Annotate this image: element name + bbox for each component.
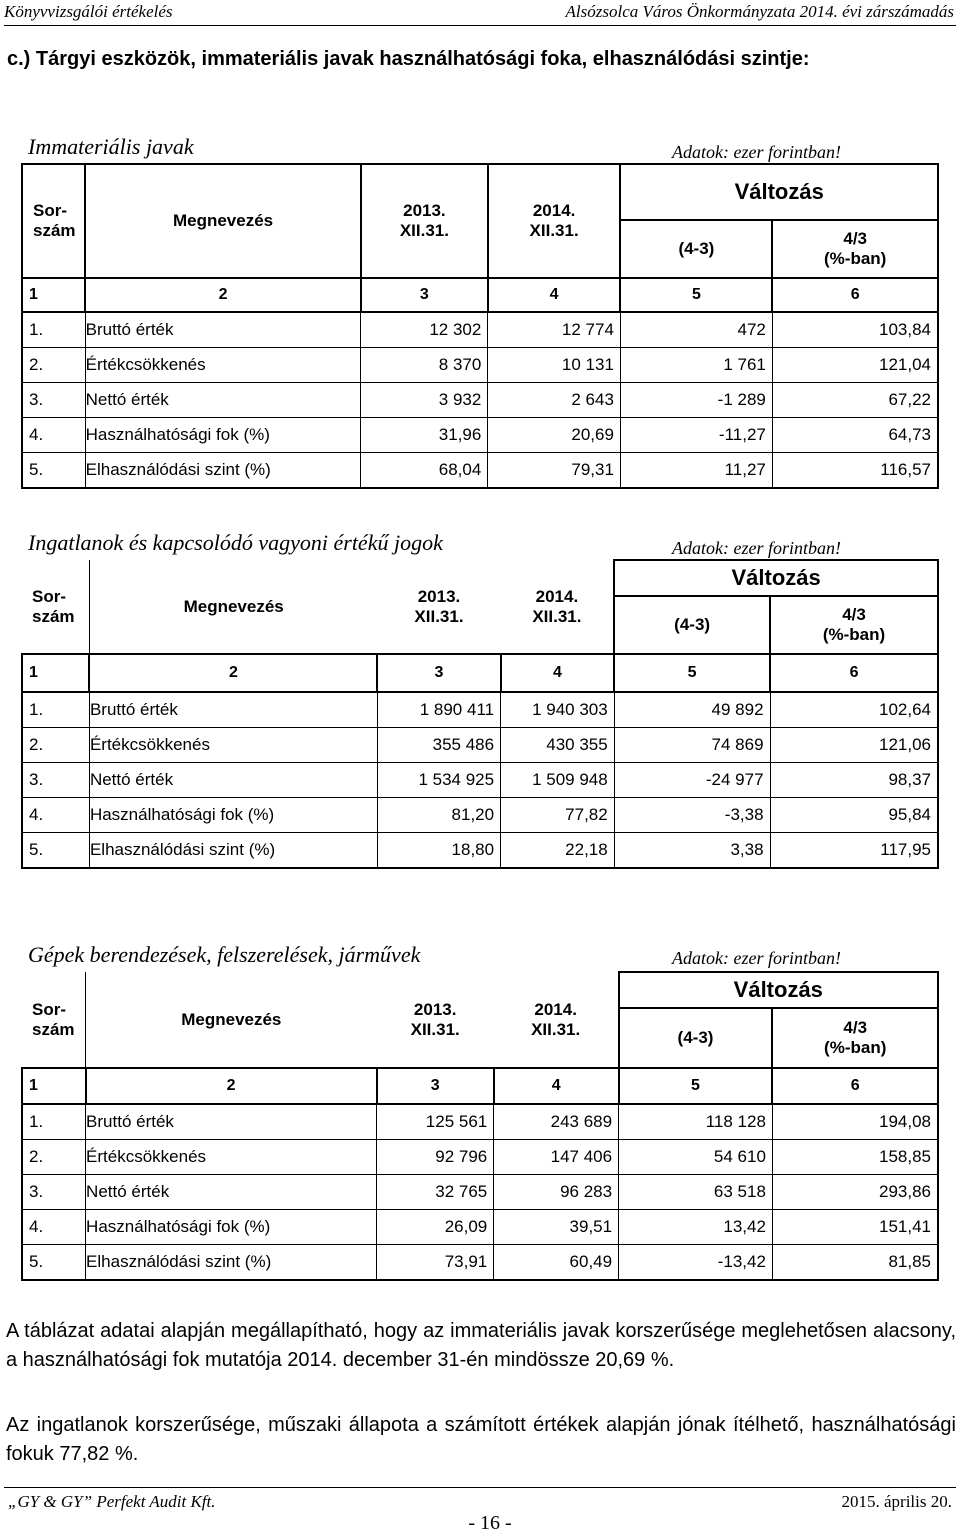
header-2014: 2014. XII.31. xyxy=(488,164,621,278)
row-value-pct: 293,86 xyxy=(772,1175,938,1210)
row-value-2014: 20,69 xyxy=(488,418,621,453)
header-2014: 2014. XII.31. xyxy=(532,586,582,626)
row-name: Nettó érték xyxy=(89,763,377,798)
col-num-1: 1 xyxy=(22,654,89,692)
col-num-5: 5 xyxy=(614,654,770,692)
row-value-2013: 18,80 xyxy=(377,833,500,869)
row-value-2013: 3 932 xyxy=(361,383,488,418)
footer-date: 2015. április 20. xyxy=(841,1492,952,1511)
row-number: 3. xyxy=(22,763,89,798)
row-name: Elhasználódási szint (%) xyxy=(89,833,377,869)
row-value-2014: 430 355 xyxy=(501,728,615,763)
header-valtozas: Változás xyxy=(619,972,938,1008)
col-num-2: 2 xyxy=(86,1068,377,1104)
table-row xyxy=(22,1104,938,1140)
row-name: Nettó érték xyxy=(85,383,361,418)
header-valtozas: Változás xyxy=(620,164,938,220)
col-num-4: 4 xyxy=(494,1068,619,1104)
row-value-pct: 151,41 xyxy=(772,1210,938,1245)
header-sorszam: Sor- szám xyxy=(22,560,89,654)
row-number: 4. xyxy=(22,798,89,833)
row-number: 3. xyxy=(22,383,85,418)
row-name: Használhatósági fok (%) xyxy=(89,798,377,833)
table-row xyxy=(22,348,938,383)
table-real-estate xyxy=(21,559,939,869)
row-name: Használhatósági fok (%) xyxy=(85,418,361,453)
row-number: 1. xyxy=(22,1104,86,1140)
row-number: 3. xyxy=(22,1175,86,1210)
table-machinery xyxy=(21,971,939,1281)
table-body xyxy=(22,692,938,868)
row-name: Elhasználódási szint (%) xyxy=(85,453,361,489)
header-pct: 4/3 (%-ban) xyxy=(770,596,938,654)
table-1-title: Immateriális javak xyxy=(28,134,194,159)
col-num-6: 6 xyxy=(772,1068,938,1104)
row-value-diff: 54 610 xyxy=(619,1140,773,1175)
table-immaterial xyxy=(21,163,939,489)
row-name: Értékcsökkenés xyxy=(86,1140,377,1175)
col-num-5: 5 xyxy=(619,1068,773,1104)
col-num-2: 2 xyxy=(89,654,377,692)
row-value-2014: 12 774 xyxy=(488,312,621,348)
row-value-2014: 1 509 948 xyxy=(501,763,615,798)
table-row xyxy=(22,453,938,489)
header-2013: 2013. XII.31. xyxy=(361,164,488,278)
header-divider xyxy=(4,25,956,26)
row-value-2013: 12 302 xyxy=(361,312,488,348)
header-valtozas: Változás xyxy=(614,560,938,596)
row-value-2013: 355 486 xyxy=(377,728,500,763)
header-megnevezes: Megnevezés xyxy=(181,1009,282,1029)
row-number: 1. xyxy=(22,692,89,728)
row-value-2013: 1 890 411 xyxy=(377,692,500,728)
row-name: Nettó érték xyxy=(86,1175,377,1210)
col-num-5: 5 xyxy=(620,278,772,312)
row-value-2014: 39,51 xyxy=(494,1210,619,1245)
page-header xyxy=(4,2,954,24)
row-value-diff: -11,27 xyxy=(620,418,772,453)
col-num-3: 3 xyxy=(377,1068,494,1104)
col-num-6: 6 xyxy=(772,278,938,312)
col-num-6: 6 xyxy=(770,654,938,692)
row-value-2013: 32 765 xyxy=(377,1175,494,1210)
row-number: 4. xyxy=(22,1210,86,1245)
table-row xyxy=(22,312,938,348)
header-pct: 4/3 (%-ban) xyxy=(772,220,938,278)
row-value-pct: 121,04 xyxy=(772,348,938,383)
row-value-diff: 74 869 xyxy=(614,728,770,763)
header-right: Alsózsolca Város Önkormányzata 2014. évi zárszámadás xyxy=(565,2,954,21)
row-value-diff: -1 289 xyxy=(620,383,772,418)
row-number: 5. xyxy=(22,1245,86,1281)
row-value-2013: 73,91 xyxy=(377,1245,494,1281)
col-num-4: 4 xyxy=(501,654,615,692)
table-row xyxy=(22,692,938,728)
row-value-pct: 116,57 xyxy=(772,453,938,489)
row-name: Bruttó érték xyxy=(86,1104,377,1140)
row-value-pct: 64,73 xyxy=(772,418,938,453)
header-2013: 2013. XII.31. xyxy=(414,586,464,626)
table-row xyxy=(22,763,938,798)
row-value-2013: 26,09 xyxy=(377,1210,494,1245)
row-value-2013: 81,20 xyxy=(377,798,500,833)
row-name: Bruttó érték xyxy=(85,312,361,348)
table-row xyxy=(22,1210,938,1245)
col-num-2: 2 xyxy=(85,278,361,312)
footer-company: „GY & GY” Perfekt Audit Kft. xyxy=(8,1492,216,1511)
table-body xyxy=(22,312,938,488)
row-value-pct: 103,84 xyxy=(772,312,938,348)
header-diff: (4-3) xyxy=(619,1008,773,1068)
row-number: 2. xyxy=(22,728,89,763)
row-name: Bruttó érték xyxy=(89,692,377,728)
header-left: Könyvvizsgálói értékelés xyxy=(4,2,173,21)
row-value-2014: 96 283 xyxy=(494,1175,619,1210)
row-number: 2. xyxy=(22,1140,86,1175)
row-value-2014: 2 643 xyxy=(488,383,621,418)
table-row xyxy=(22,1140,938,1175)
row-value-diff: 472 xyxy=(620,312,772,348)
table-row xyxy=(22,383,938,418)
row-value-2014: 79,31 xyxy=(488,453,621,489)
row-value-pct: 117,95 xyxy=(770,833,938,869)
row-number: 2. xyxy=(22,348,85,383)
row-value-2013: 8 370 xyxy=(361,348,488,383)
row-value-2014: 243 689 xyxy=(494,1104,619,1140)
col-num-1: 1 xyxy=(22,1068,86,1104)
paragraph-2: Az ingatlanok korszerűsége, műszaki állapota a számított értékek alapján jónak ítélhető, használhatósági fokuk 77,82 %. xyxy=(6,1414,956,1465)
col-num-4: 4 xyxy=(488,278,621,312)
paragraph-1: A táblázat adatai alapján megállapítható, hogy az immateriális javak korszerűsége meglehetősen alacsony, a használhatósági fok mutatója 2014. december 31-én mindössze 20,69 %. xyxy=(6,1320,956,1371)
table-1-unit: Adatok: ezer forintban! xyxy=(672,142,841,162)
row-value-pct: 194,08 xyxy=(772,1104,938,1140)
table-row xyxy=(22,833,938,869)
row-value-2014: 77,82 xyxy=(501,798,615,833)
row-value-diff: 118 128 xyxy=(619,1104,773,1140)
row-value-pct: 121,06 xyxy=(770,728,938,763)
row-value-diff: -3,38 xyxy=(614,798,770,833)
row-value-diff: 13,42 xyxy=(619,1210,773,1245)
row-value-2013: 92 796 xyxy=(377,1140,494,1175)
row-value-pct: 67,22 xyxy=(772,383,938,418)
col-num-3: 3 xyxy=(377,654,500,692)
header-megnevezes: Megnevezés xyxy=(183,596,284,616)
table-3-title: Gépek berendezések, felszerelések, járművek xyxy=(28,942,421,967)
row-value-2014: 1 940 303 xyxy=(501,692,615,728)
row-value-diff: -24 977 xyxy=(614,763,770,798)
table-2-unit: Adatok: ezer forintban! xyxy=(672,538,841,558)
row-value-pct: 158,85 xyxy=(772,1140,938,1175)
col-num-1: 1 xyxy=(22,278,85,312)
row-value-2013: 125 561 xyxy=(377,1104,494,1140)
row-value-diff: -13,42 xyxy=(619,1245,773,1281)
table-3-unit: Adatok: ezer forintban! xyxy=(672,948,841,968)
row-name: Értékcsökkenés xyxy=(85,348,361,383)
row-value-2013: 68,04 xyxy=(361,453,488,489)
row-number: 5. xyxy=(22,453,85,489)
row-name: Használhatósági fok (%) xyxy=(86,1210,377,1245)
row-value-pct: 81,85 xyxy=(772,1245,938,1281)
row-value-pct: 102,64 xyxy=(770,692,938,728)
section-title: c.) Tárgyi eszközök, immateriális javak használhatósági foka, elhasználódási szintje: xyxy=(7,48,810,70)
row-value-2014: 60,49 xyxy=(494,1245,619,1281)
row-value-diff: 1 761 xyxy=(620,348,772,383)
header-diff: (4-3) xyxy=(620,220,772,278)
row-value-2014: 22,18 xyxy=(501,833,615,869)
table-body xyxy=(22,1104,938,1280)
header-2014: 2014. XII.31. xyxy=(531,999,581,1039)
table-row xyxy=(22,1245,938,1281)
row-value-diff: 49 892 xyxy=(614,692,770,728)
header-2013: 2013. XII.31. xyxy=(410,999,460,1039)
table-2-title: Ingatlanok és kapcsolódó vagyoni értékű jogok xyxy=(28,530,443,555)
row-value-diff: 3,38 xyxy=(614,833,770,869)
table-row xyxy=(22,1175,938,1210)
row-value-2013: 1 534 925 xyxy=(377,763,500,798)
table-row xyxy=(22,728,938,763)
header-sorszam: Sor- szám xyxy=(22,164,85,278)
row-value-pct: 95,84 xyxy=(770,798,938,833)
header-megnevezes: Megnevezés xyxy=(85,164,361,278)
row-name: Értékcsökkenés xyxy=(89,728,377,763)
row-value-diff: 63 518 xyxy=(619,1175,773,1210)
col-num-3: 3 xyxy=(361,278,488,312)
row-value-2013: 31,96 xyxy=(361,418,488,453)
row-value-diff: 11,27 xyxy=(620,453,772,489)
row-name: Elhasználódási szint (%) xyxy=(86,1245,377,1281)
header-diff: (4-3) xyxy=(614,596,770,654)
footer-divider xyxy=(4,1487,956,1488)
row-value-2014: 147 406 xyxy=(494,1140,619,1175)
header-pct: 4/3 (%-ban) xyxy=(772,1008,938,1068)
row-value-pct: 98,37 xyxy=(770,763,938,798)
page-number: - 16 - xyxy=(468,1512,512,1534)
row-value-2014: 10 131 xyxy=(488,348,621,383)
row-number: 5. xyxy=(22,833,89,869)
table-row xyxy=(22,418,938,453)
row-number: 4. xyxy=(22,418,85,453)
table-row xyxy=(22,798,938,833)
header-sorszam: Sor- szám xyxy=(22,972,86,1068)
row-number: 1. xyxy=(22,312,85,348)
